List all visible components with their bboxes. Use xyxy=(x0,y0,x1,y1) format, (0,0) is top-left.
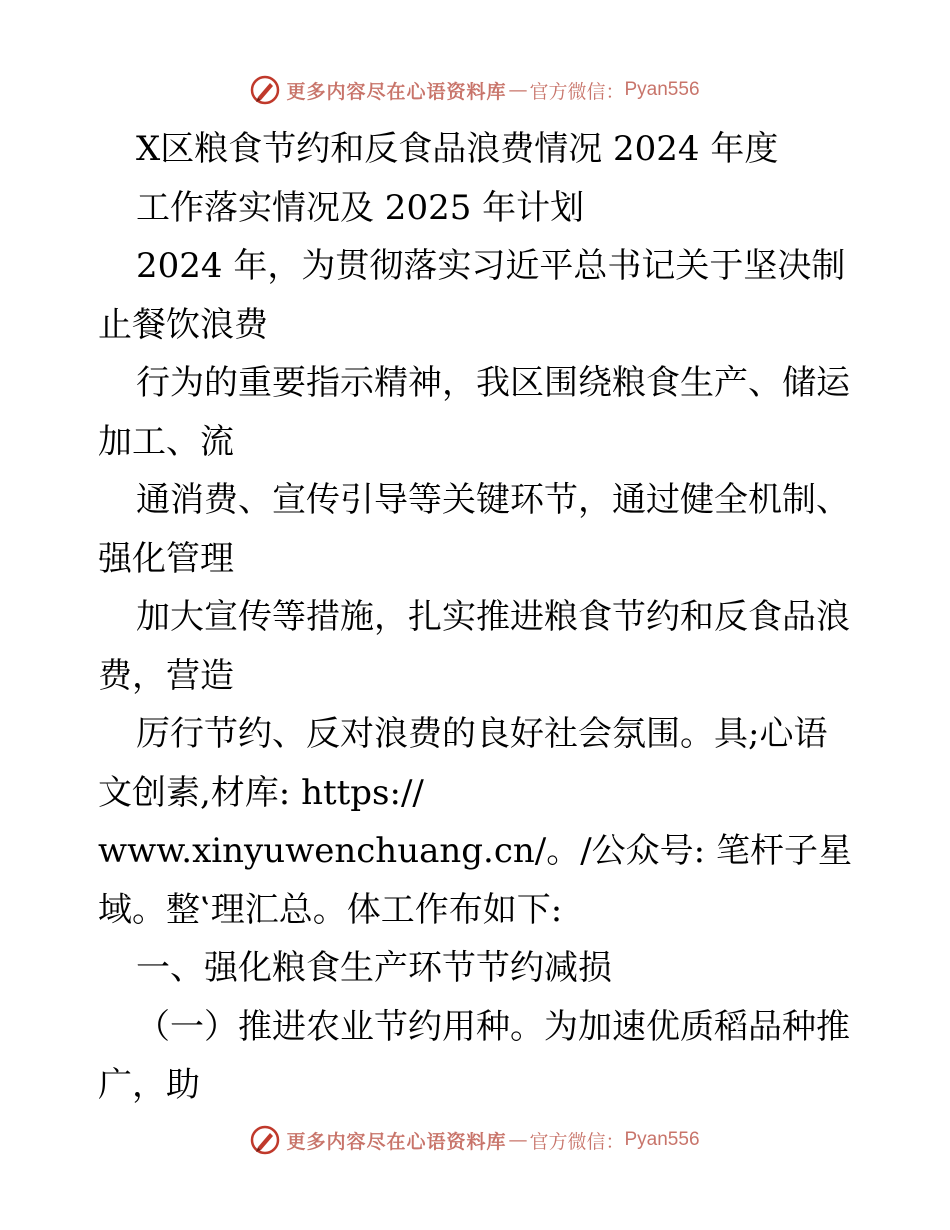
paragraph-line: 行为的重要指示精神，我区围绕粮食生产、储运 xyxy=(136,363,850,403)
paragraph-line: 厉行节约、反对浪费的良好社会氛围。具;心语 xyxy=(136,714,828,754)
paragraph-line: 强化管理 xyxy=(98,538,234,579)
paragraph-line: 加工、流 xyxy=(98,421,234,462)
paragraph-line: 加大宣传等措施，扎实推进粮食节约和反食品浪 xyxy=(136,597,850,637)
banner-separator: — xyxy=(508,1129,528,1151)
banner-separator: — xyxy=(508,79,528,101)
paragraph-line: 文创素,材库: https:// xyxy=(98,772,424,813)
title-line-2: 工作落实情况及 2025 年计划 xyxy=(136,187,585,228)
banner-text: 更多内容尽在心语资料库 xyxy=(286,80,507,103)
banner-wechat-id: Pyan556 xyxy=(624,1129,700,1150)
paragraph-line: 域。整‛理汇总。体工作布如下: xyxy=(98,889,563,930)
paragraph-line: 广，助 xyxy=(98,1065,200,1105)
pen-logo-icon xyxy=(250,1125,280,1155)
banner-wechat-label: 官方微信： xyxy=(529,1130,625,1153)
paragraph-line: 通消费、宣传引导等关键环节，通过健全机制、 xyxy=(136,480,850,520)
paragraph-line: （一）推进农业节约用种。为加速优质稻品种推 xyxy=(136,1006,850,1047)
banner-text: 更多内容尽在心语资料库 xyxy=(286,1130,507,1153)
paragraph-line: 费，营造 xyxy=(98,655,234,696)
paragraph-line: www.xinyuwenchuang.cn/。/公众号: 笔杆子星 xyxy=(98,831,852,871)
document-body xyxy=(98,120,868,1115)
footer-watermark-banner xyxy=(0,1120,950,1160)
banner-wechat-label: 官方微信： xyxy=(529,80,625,103)
paragraph-line: 止餐饮浪费 xyxy=(98,304,268,345)
pen-logo-icon xyxy=(250,75,280,105)
banner-wechat-id: Pyan556 xyxy=(624,79,700,100)
paragraph-line: 2024 年，为贯彻落实习近平总书记关于坚决制 xyxy=(136,246,846,286)
header-watermark-banner xyxy=(0,70,950,110)
section-heading: 一、强化粮食生产环节节约减损 xyxy=(136,948,612,988)
title-line-1: X区粮食节约和反食品浪费情况 2024 年度 xyxy=(136,129,779,169)
